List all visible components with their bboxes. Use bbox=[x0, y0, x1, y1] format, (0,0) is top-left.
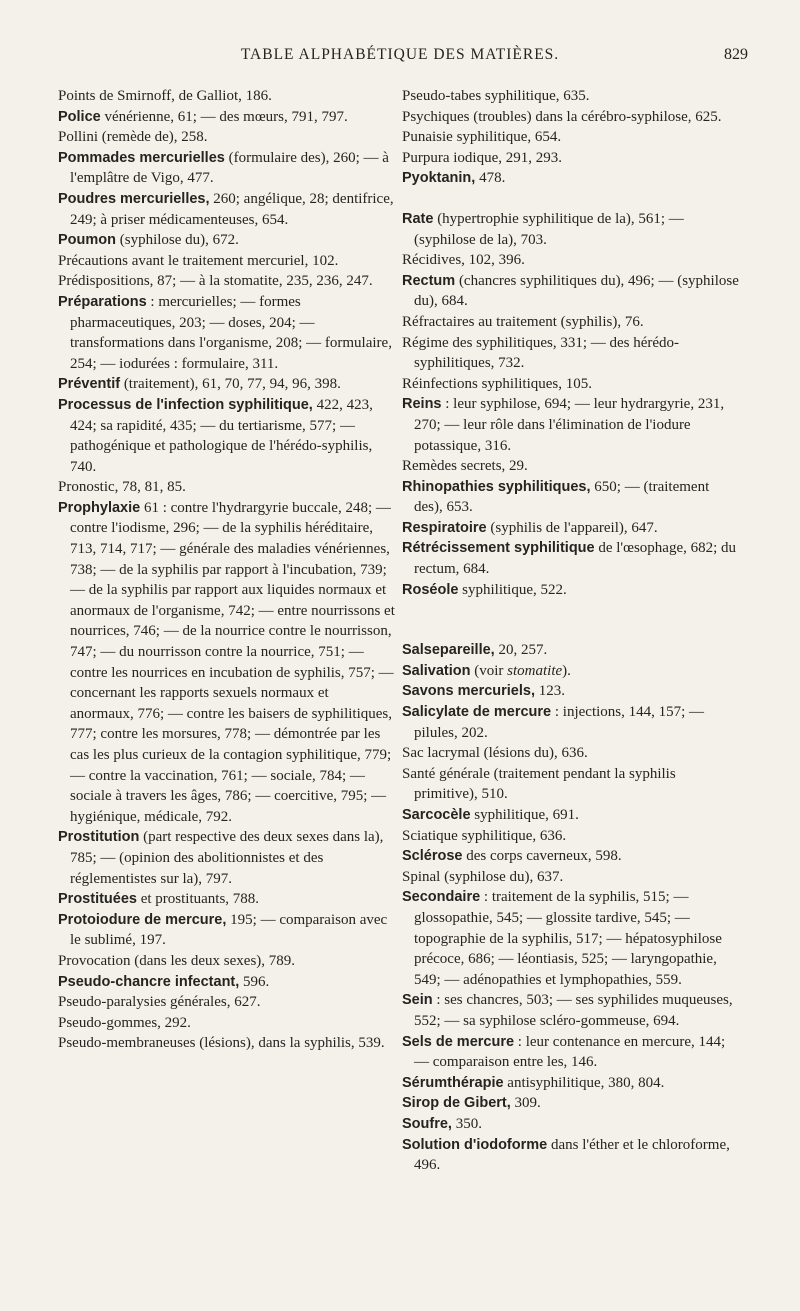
index-entry bbox=[58, 271, 396, 292]
index-entry bbox=[58, 889, 396, 910]
index-entry bbox=[58, 1013, 396, 1034]
index-entry-text: (hypertrophie syphilitique de la), 561; — (syphilose de la), 703. bbox=[414, 210, 684, 248]
index-entry bbox=[58, 992, 396, 1013]
index-entry-text: 596. bbox=[239, 973, 270, 990]
page-header-title: TABLE ALPHABÉTIQUE DES MATIÈRES. bbox=[240, 46, 560, 63]
index-entry-text: Sciatique syphilitique, 636. bbox=[402, 827, 567, 844]
index-entry bbox=[402, 394, 740, 456]
index-headword: Préventif bbox=[58, 376, 121, 393]
index-entry bbox=[402, 168, 740, 189]
index-entry bbox=[402, 374, 740, 395]
index-headword: Respiratoire bbox=[402, 519, 487, 536]
index-entry-text: Pseudo-membraneuses (lésions), dans la syphilis, 539. bbox=[58, 1035, 385, 1052]
index-entry-text: : ses chancres, 503; — ses syphilides muqueuses, 552; — sa syphilose scléro-gommeuse, 694. bbox=[414, 992, 733, 1029]
index-entry-text: syphilitique, 691. bbox=[470, 807, 579, 823]
index-headword: Rate bbox=[402, 210, 434, 227]
index-entry-text: Pronostic, 78, 81, 85. bbox=[58, 479, 186, 496]
index-entry bbox=[402, 1135, 740, 1176]
index-entry-text: (voir stomatite). bbox=[470, 662, 571, 679]
index-headword: Prophylaxie bbox=[58, 499, 141, 516]
index-headword: Sels de mercure bbox=[402, 1033, 515, 1050]
index-entry-text: Spinal (syphilose du), 637. bbox=[402, 868, 564, 885]
index-entry-text: Remèdes secrets, 29. bbox=[402, 458, 528, 475]
index-headword: Sérumthérapie bbox=[402, 1074, 504, 1091]
index-entry-text: Prédispositions, 87; — à la stomatite, 235, 236, 247. bbox=[58, 273, 373, 290]
index-entry bbox=[402, 702, 740, 743]
index-headword: Pyoktanin, bbox=[402, 170, 476, 187]
index-headword: Salivation bbox=[402, 662, 471, 679]
index-entry bbox=[402, 107, 740, 128]
index-entry bbox=[58, 230, 396, 251]
index-entry-text: 123. bbox=[535, 683, 565, 700]
index-entry-text: Pollini (remède de), 258. bbox=[58, 129, 208, 146]
index-entry bbox=[402, 990, 740, 1031]
index-entry-text: (syphilose du), 672. bbox=[116, 232, 239, 249]
index-headword: Roséole bbox=[402, 581, 459, 598]
index-entry bbox=[402, 312, 740, 333]
index-headword: Sarcocèle bbox=[402, 807, 471, 823]
index-entry bbox=[402, 333, 740, 374]
index-entry-text: Récidives, 102, 396. bbox=[402, 252, 525, 269]
index-entry-text: 422, 423, 424; sa rapidité, 435; — du tertiarisme, 577; — pathogénique et pathologique de l'hérédo-syphilis, 740. bbox=[70, 396, 373, 475]
index-entry bbox=[58, 127, 396, 148]
index-entry-text: Précautions avant le traitement mercuriel, 102. bbox=[58, 252, 339, 269]
index-headword: Sclérose bbox=[402, 848, 463, 865]
index-headword: Sein bbox=[402, 992, 433, 1009]
index-entry-text: Réinfections syphilitiques, 105. bbox=[402, 375, 592, 392]
index-entry-text: 20, 257. bbox=[494, 642, 548, 659]
index-entry-text: Pseudo-paralysies générales, 627. bbox=[58, 994, 261, 1011]
index-entry bbox=[58, 374, 396, 395]
index-entry bbox=[402, 887, 740, 990]
index-entry-text: 350. bbox=[451, 1115, 482, 1132]
index-entry bbox=[402, 518, 740, 539]
index-entry-text: Psychiques (troubles) dans la cérébro-syphilose, 625. bbox=[402, 108, 722, 125]
section-gap bbox=[402, 600, 740, 640]
index-headword: Rhinopathies syphilitiques, bbox=[402, 478, 591, 495]
index-entry bbox=[402, 580, 740, 601]
index-headword: Police bbox=[58, 108, 101, 125]
index-entry bbox=[58, 1033, 396, 1054]
index-entry bbox=[58, 972, 396, 993]
index-entry bbox=[58, 951, 396, 972]
index-entry bbox=[402, 826, 740, 847]
index-entry bbox=[402, 86, 740, 107]
index-entry bbox=[58, 107, 396, 128]
index-headword: Savons mercuriels, bbox=[402, 683, 535, 700]
index-entry bbox=[402, 867, 740, 888]
index-entry bbox=[402, 1073, 740, 1094]
page-number: 829 bbox=[724, 46, 748, 63]
index-headword: Solution d'iodoforme bbox=[402, 1136, 548, 1153]
running-head bbox=[0, 46, 800, 68]
index-entry bbox=[402, 148, 740, 169]
index-headword: Prostituées bbox=[58, 891, 137, 908]
index-entry-text: (part respective des deux sexes dans la), 785; — (opinion des abolitionnistes et des réglementistes sur la), 797. bbox=[70, 829, 384, 887]
index-entry bbox=[58, 827, 396, 889]
index-headword: Rectum bbox=[402, 272, 456, 289]
index-entry-text: Purpura iodique, 291, 293. bbox=[402, 149, 562, 166]
index-headword: Reins bbox=[402, 396, 442, 413]
index-headword: Préparations bbox=[58, 293, 147, 310]
index-entry-text: dans l'éther et le chloroforme, 496. bbox=[414, 1136, 730, 1174]
index-entry bbox=[58, 498, 396, 828]
index-entry-text: 260; angélique, 28; dentifrice, 249; à priser médicamenteuses, 654. bbox=[70, 190, 394, 228]
index-entry-text: Provocation (dans les deux sexes), 789. bbox=[58, 952, 296, 969]
index-column-left bbox=[58, 86, 396, 1054]
index-entry-text: 195; — comparaison avec le sublimé, 197. bbox=[70, 911, 388, 949]
index-headword: Salicylate de mercure bbox=[402, 704, 552, 721]
index-entry-text: 309. bbox=[510, 1095, 541, 1112]
index-headword: Salsepareille, bbox=[402, 642, 495, 659]
index-headword: Secondaire bbox=[402, 889, 481, 906]
index-entry-text: et prostituants, 788. bbox=[136, 891, 260, 908]
index-entry-text: vénérienne, 61; — des mœurs, 791, 797. bbox=[100, 108, 348, 125]
index-entry bbox=[402, 209, 740, 250]
index-entry bbox=[402, 681, 740, 702]
index-entry bbox=[402, 456, 740, 477]
index-entry-text: : traitement de la syphilis, 515; — glossopathie, 545; — glossite tardive, 545; — topographie de la syphilis, 517; — hépatosyphilose précoce, 686; — léontiasis, 525; — laryngopathie, 549; — adénopathies et lymphopathies, 559. bbox=[414, 889, 722, 988]
index-headword: Rétrécissement syphilitique bbox=[402, 540, 595, 557]
index-entry bbox=[402, 640, 740, 661]
index-entry bbox=[402, 846, 740, 867]
index-entry-text: (chancres syphilitiques du), 496; — (syphilose du), 684. bbox=[414, 272, 739, 310]
index-entry-text: de l'œsophage, 682; du rectum, 684. bbox=[414, 540, 737, 578]
index-entry bbox=[402, 743, 740, 764]
index-entry-text: 478. bbox=[475, 170, 506, 187]
index-headword: Pseudo-chancre infectant, bbox=[58, 973, 240, 990]
index-entry-text: (formulaire des), 260; — à l'emplâtre de Vigo, 477. bbox=[70, 149, 389, 187]
index-entry-text: Réfractaires au traitement (syphilis), 76. bbox=[402, 313, 644, 330]
index-entry-text: 61 : contre l'hydrargyrie buccale, 248; — contre l'iodisme, 296; — de la syphilis héréditaire, 713, 714, 717; — générale des maladies vénériennes, 738; — de la syphilis par rapport à l'incubation, 739; — de la syphilis par rapport aux liquides normaux et anormaux de l'organisme, 742; — entre nourrissons et nourrices, 746; — de la nourrice contre le nourrisson, 747; — du nourrisson contre la nourrice, 751; — contre les nourrices en incubation de syphilis, 757; — concernant les rapports sexuels normaux et anormaux, 776; — contre les baisers de syphilitiques, 777; contre les morsures, 778; — démontrée par les cas les plus curieux de la contagion syphilitique, 779; — contre la vaccination, 761; — sociale, 784; — sociale à travers les âges, 786; — coercitive, 795; — hygiénique, médicale, 792. bbox=[70, 499, 395, 825]
index-entry bbox=[402, 661, 740, 682]
index-entry-text: (traitement), 61, 70, 77, 94, 96, 398. bbox=[120, 376, 341, 393]
index-entry-text: Régime des syphilitiques, 331; — des hérédo-syphilitiques, 732. bbox=[402, 334, 680, 372]
index-entry bbox=[58, 189, 396, 230]
index-entry-text: antisyphilitique, 380, 804. bbox=[503, 1074, 665, 1091]
index-headword: Processus de l'infection syphilitique, bbox=[58, 396, 313, 413]
index-entry bbox=[58, 292, 396, 374]
index-entry bbox=[402, 271, 740, 312]
index-entry bbox=[402, 250, 740, 271]
index-entry-text: : leur contenance en mercure, 144; — comparaison entre les, 146. bbox=[414, 1033, 726, 1071]
index-entry-text: : leur syphilose, 694; — leur hydrargyrie, 231, 270; — leur rôle dans l'élimination de l'iodure potassique, 316. bbox=[414, 396, 725, 454]
index-headword: Soufre, bbox=[402, 1115, 452, 1132]
index-entry bbox=[58, 148, 396, 189]
index-entry-text: syphilitique, 522. bbox=[458, 581, 567, 598]
index-entry-text: 650; — (traitement des), 653. bbox=[414, 478, 710, 516]
index-entry-text: Points de Smirnoff, de Galliot, 186. bbox=[58, 88, 272, 104]
index-entry-text: des corps caverneux, 598. bbox=[462, 848, 622, 865]
index-entry-text: (syphilis de l'appareil), 647. bbox=[486, 519, 658, 536]
index-entry-text: : mercurielles; — formes pharmaceutiques, 203; — doses, 204; — transformations dans l'organisme, 208; — formulaire, 254; — iodurées : formulaire, 311. bbox=[70, 293, 392, 372]
index-headword: Poumon bbox=[58, 232, 116, 249]
index-entry-text: : injections, 144, 157; — pilules, 202. bbox=[414, 704, 705, 741]
index-entry bbox=[58, 251, 396, 272]
index-entry-text: Pseudo-gommes, 292. bbox=[58, 1014, 191, 1031]
index-entry bbox=[58, 86, 396, 107]
index-entry bbox=[402, 1032, 740, 1073]
index-headword: Poudres mercurielles, bbox=[58, 190, 210, 207]
index-entry bbox=[402, 1093, 740, 1114]
index-entry bbox=[402, 805, 740, 826]
index-entry bbox=[58, 910, 396, 951]
index-entry-text: Sac lacrymal (lésions du), 636. bbox=[402, 745, 588, 762]
index-entry bbox=[58, 477, 396, 498]
index-column-right bbox=[402, 86, 740, 1176]
section-gap bbox=[402, 189, 740, 209]
index-entry bbox=[402, 538, 740, 579]
index-headword: Protoiodure de mercure, bbox=[58, 911, 227, 928]
index-entry bbox=[402, 477, 740, 518]
index-entry bbox=[402, 1114, 740, 1135]
index-entry bbox=[58, 395, 396, 477]
index-entry bbox=[402, 764, 740, 805]
index-entry-text: Punaisie syphilitique, 654. bbox=[402, 129, 562, 146]
index-headword: Sirop de Gibert, bbox=[402, 1095, 511, 1112]
index-headword: Pommades mercurielles bbox=[58, 149, 225, 166]
index-entry-text: Santé générale (traitement pendant la syphilis primitive), 510. bbox=[402, 765, 676, 803]
index-headword: Prostitution bbox=[58, 829, 140, 846]
index-entry bbox=[402, 127, 740, 148]
index-entry-text: Pseudo-tabes syphilitique, 635. bbox=[402, 88, 590, 104]
